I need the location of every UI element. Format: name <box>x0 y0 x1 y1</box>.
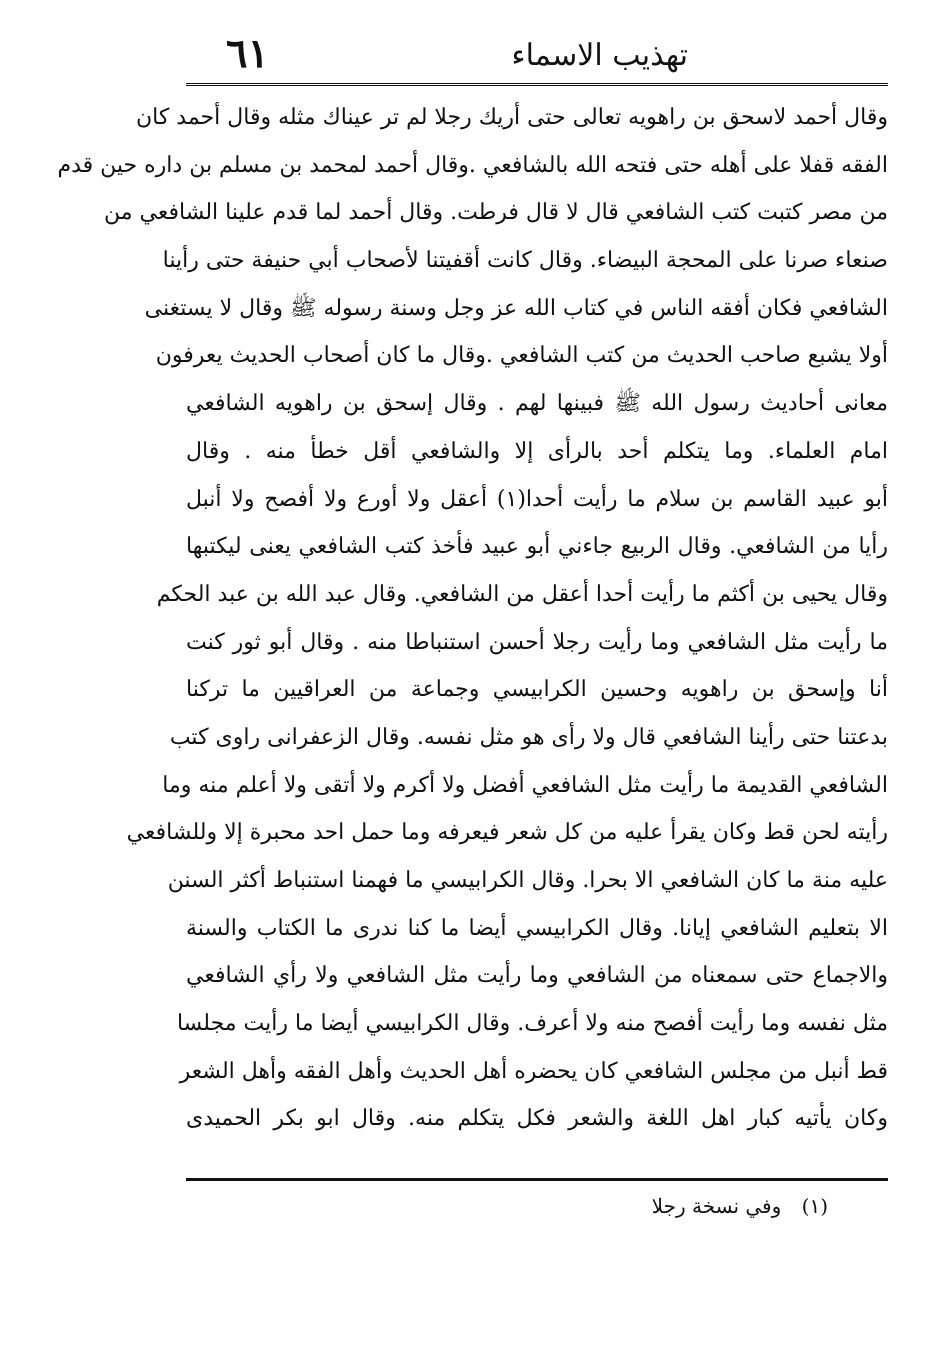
page-header <box>186 22 888 82</box>
text-line: الا بتعليم الشافعي إيانا. وقال الكرابيسي أيضا ما كنا ندرى ما الكتاب والسنة <box>186 915 888 941</box>
text-line: الفقه قفلا على أهله حتى فتحه الله بالشافعي .وقال أحمد لمحمد بن مسلم بن داره حين قدم <box>57 152 888 178</box>
text-line: بدعتنا حتى رأينا الشافعي قال ولا رأى هو مثل نفسه. وقال الزعفرانى راوى كتب <box>169 724 888 750</box>
text-line: قط أنبل من مجلس الشافعي كان يحضره أهل الحديث وأهل الفقه وأهل الشعر <box>179 1058 888 1084</box>
text-line: امام العلماء. وما يتكلم أحد بالرأى إلا والشافعي أقل خطأ منه . وقال <box>186 438 888 464</box>
text-line: وكان يأتيه كبار اهل اللغة والشعر فكل يتكلم منه. وقال ابو بكر الحميدى <box>186 1106 888 1132</box>
text-line: الشافعي فكان أفقه الناس في كتاب الله عز وجل وسنة رسوله ﷺ وقال لا يستغنى <box>144 295 888 321</box>
text-line: من مصر كتبت كتب الشافعي قال لا قال فرطت. وقال أحمد لما قدم علينا الشافعي من <box>104 200 888 226</box>
text-line: أولا يشبع صاحب الحديث من كتب الشافعي .وقال ما كان أصحاب الحديث يعرفون <box>155 343 888 369</box>
running-title: تهذيب الاسماء <box>511 38 688 73</box>
text-line: أنا وإسحق بن راهويه وحسين الكرابيسي وجماعة من العراقيين ما تركنا <box>186 677 888 703</box>
text-line: والاجماع حتى سمعناه من الشافعي وما رأيت مثل الشافعي ولا رأي الشافعي <box>186 963 888 989</box>
text-line: عليه منة ما كان الشافعي الا بحرا. وقال الكرابيسي ما فهمنا استنباط أكثر السنن <box>167 868 888 893</box>
text-line: الشافعي القديمة ما رأيت مثل الشافعي أفضل ولا أكرم ولا أتقى ولا أعلم منه وما <box>162 772 888 798</box>
text-line: وقال أحمد لاسحق بن راهويه تعالى حتى أريك رجلا لم تر عيناك مثله وقال أحمد كان <box>135 105 888 130</box>
text-line: صنعاء صرنا على المحجة البيضاء. وقال كانت أقفيتنا لأصحاب أبي حنيفة حتى رأينا <box>162 248 888 274</box>
header-rule <box>186 83 888 86</box>
text-line: وقال يحيى بن أكثم ما رأيت أحدا أعقل من الشافعي. وقال عبد الله بن عبد الحكم <box>156 581 888 607</box>
text-line: مثل نفسه وما رأيت أفصح منه ولا أعرف. وقال الكرابيسي أيضا ما رأيت مجلسا <box>176 1011 888 1037</box>
footnote-text: وفي نسخة رجلا <box>651 1194 782 1218</box>
page-number: ٦١ <box>226 30 269 77</box>
footnote-rule <box>186 1178 888 1181</box>
text-line: ما رأيت مثل الشافعي وما رأيت رجلا أحسن استنباطا منه . وقال أبو ثور كنت <box>186 629 888 655</box>
text-line: أبو عبيد القاسم بن سلام ما رأيت أحدا(١) أعقل ولا أورع ولا أفصح ولا أنبل <box>186 486 888 512</box>
footnote-mark: (١) <box>801 1194 828 1218</box>
text-line: رأيا من الشافعي. وقال الربيع جاءني أبو عبيد فأخذ كتب الشافعي يعنى ليكتبها <box>186 534 888 560</box>
text-line: رأيته لحن قط وكان يقرأ عليه من كل شعر فيعرفه وما حمل احد محبرة إلا وللشافعي <box>126 820 888 846</box>
footnote <box>652 1190 828 1222</box>
text-line: معانى أحاديث رسول الله ﷺ فبينها لهم . وقال إسحق بن راهويه الشافعي <box>186 391 888 417</box>
body-text <box>57 94 888 1143</box>
